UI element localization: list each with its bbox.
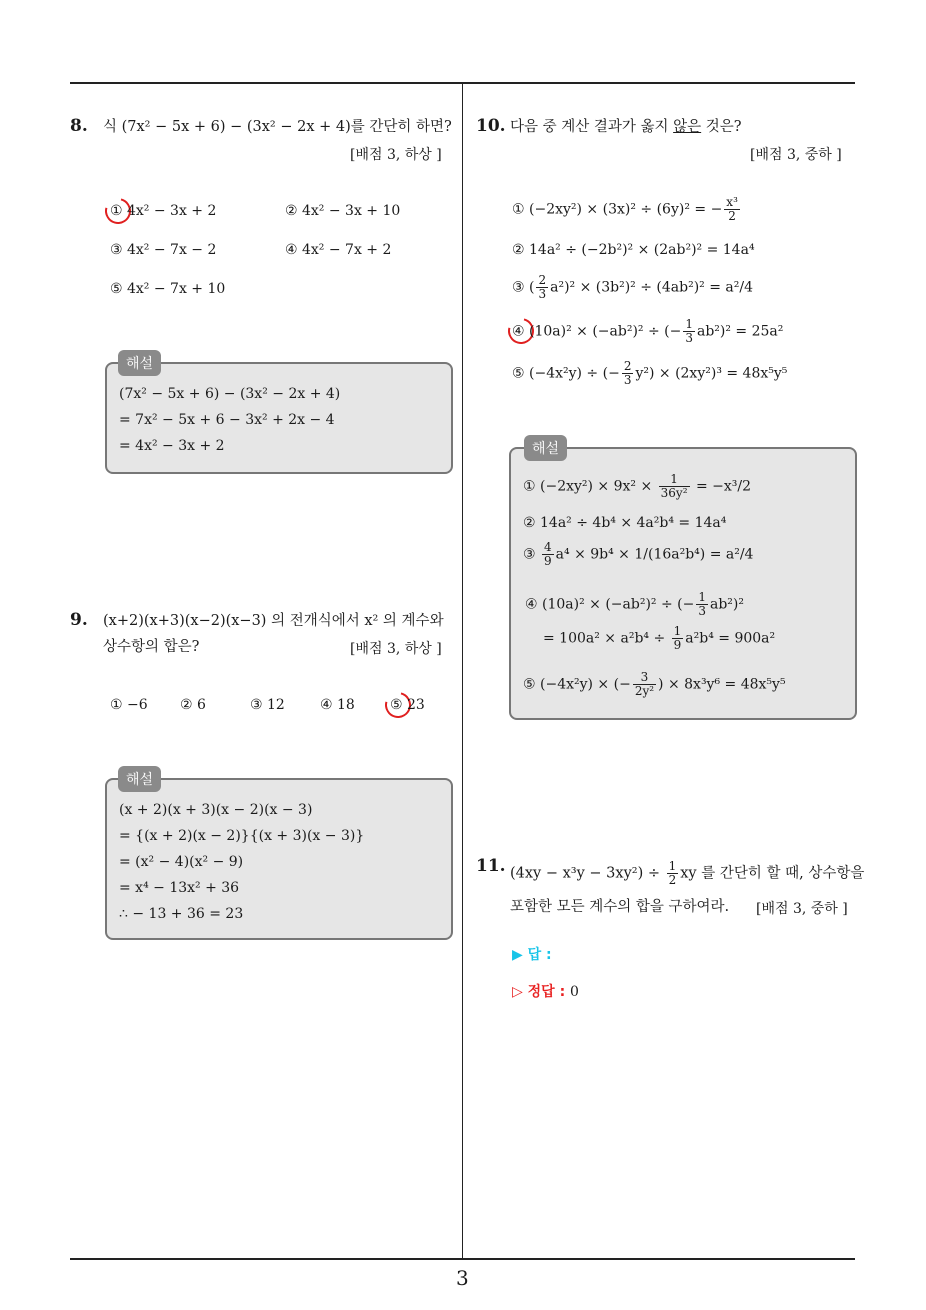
q8-number: 8.	[70, 116, 88, 136]
q10-sol-1-frac	[659, 473, 690, 500]
q10-sol-5-frac	[672, 625, 684, 652]
q10-solution-line-2	[523, 515, 726, 531]
q10-sol-4-pre: ④ (10a)² × (−ab²)² ÷ (−	[525, 596, 695, 613]
q9-choice-1[interactable]: ① −6	[110, 697, 148, 713]
q9-score: [배점 3, 하상 ]	[350, 641, 442, 657]
q10-choice-2-text: ② 14a² ÷ (−2b²)² × (2ab²)² = 14a⁴	[512, 242, 755, 258]
q10-sol-3-pre: ③	[523, 546, 541, 563]
q10-sol-4-num: 1	[698, 590, 706, 604]
q10-sol-3-den: 9	[544, 554, 552, 568]
q10-choice-4-num: 1	[685, 317, 693, 331]
q10-sol-6-pre: ⑤ (−4x²y) × (−	[523, 676, 631, 693]
q9-choice-4[interactable]: ④ 18	[320, 697, 355, 713]
q10-solution-line-1	[523, 473, 751, 500]
q10-choice-3-post: a²)² × (3b²)² ÷ (4ab²)² = a²/4	[550, 279, 753, 296]
q11-correct-value: 0	[569, 984, 579, 1000]
q10-solution-line-5	[543, 625, 775, 652]
q10-text	[510, 114, 742, 140]
q8-solution-box	[105, 362, 453, 474]
bottom-rule	[70, 1258, 855, 1260]
q10-choice-4-frac	[683, 318, 695, 345]
q10-choice-3[interactable]	[512, 274, 753, 301]
q10-sol-4-frac	[696, 591, 708, 618]
q10-choice-1[interactable]	[512, 196, 742, 223]
q9-text-line-1: (x+2)(x+3)(x−2)(x−3) 의 전개식에서 x² 의 계수와	[103, 613, 444, 629]
q9-solution-box	[105, 778, 453, 940]
q8-choice-1[interactable]: ① 4x² − 3x + 2	[110, 203, 217, 219]
q10-number: 10.	[476, 116, 506, 136]
q9-solution-line-1: (x + 2)(x + 3)(x − 2)(x − 3)	[119, 802, 313, 818]
q10-choice-5-frac	[622, 360, 634, 387]
q10-choice-5-den: 3	[623, 373, 632, 387]
q10-choice-2[interactable]	[512, 242, 755, 258]
q8-score: [배점 3, 하상 ]	[350, 147, 442, 163]
q10-text-b: 것은?	[701, 119, 742, 135]
q8-solution-line-1: (7x² − 5x + 6) − (3x² − 2x + 4)	[119, 386, 341, 402]
q10-choice-3-pre: ③ (	[512, 279, 535, 296]
q11-text-line-2: 포함한 모든 계수의 합을 구하여라.	[510, 899, 730, 915]
q10-choice-1-pre: ① (−2xy²) × (3x)² ÷ (6y)² = −	[512, 201, 723, 218]
q10-sol-3-num: 4	[544, 540, 552, 554]
q11-answer-label[interactable]: ▶ 답 :	[512, 947, 552, 963]
q11-text-num: 1	[668, 859, 677, 873]
q8-choice-3[interactable]: ③ 4x² − 7x − 2	[110, 242, 217, 258]
q10-choice-5-post: y²) × (2xy²)³ = 48x⁵y⁵	[635, 365, 788, 382]
q10-sol-5-den: 9	[673, 638, 682, 652]
q10-solution-box	[509, 447, 857, 720]
q8-text: 식 (7x² − 5x + 6) − (3x² − 2x + 4)를 간단히 하면?	[103, 119, 452, 135]
q10-sol-1-pre: ① (−2xy²) × 9x² ×	[523, 478, 657, 495]
q10-choice-4[interactable]	[512, 318, 783, 345]
q10-sol-6-frac	[633, 671, 656, 698]
q10-sol-4-post: ab²)²	[709, 596, 744, 613]
q10-solution-line-3	[523, 541, 753, 568]
q10-sol-6-den: 2y²	[634, 684, 655, 698]
q10-choice-1-frac	[724, 196, 740, 223]
q9-choice-5[interactable]: ⑤ 23	[390, 697, 425, 713]
q9-text-line-2: 상수항의 합은?	[103, 639, 200, 655]
q10-solution-line-4	[525, 591, 744, 618]
q8-choice-5[interactable]: ⑤ 4x² − 7x + 10	[110, 281, 226, 297]
q10-sol-6-num: 3	[633, 671, 656, 685]
q10-sol-2-text: ② 14a² ÷ 4b⁴ × 4a²b⁴ = 14a⁴	[523, 515, 727, 531]
q11-text-frac	[667, 860, 679, 887]
q8-choice-2[interactable]: ② 4x² − 3x + 10	[285, 203, 401, 219]
q10-choice-4-post: ab²)² = 25a²	[696, 323, 784, 340]
column-divider	[462, 82, 463, 1259]
q10-choice-1-num: x³	[726, 195, 738, 209]
q10-choice-5-num: 2	[623, 359, 632, 373]
q10-solution-tab: 해설	[524, 435, 567, 461]
q10-text-underlined: 않은	[673, 119, 702, 135]
q10-sol-4-den: 3	[698, 604, 706, 618]
q10-sol-3-frac	[542, 541, 554, 568]
q9-solution-line-4: = x⁴ − 13x² + 36	[119, 880, 240, 896]
q11-number: 11.	[476, 856, 506, 876]
q9-solution-tab: 해설	[118, 766, 161, 792]
q10-choice-4-pre: ④ (10a)² × (−ab²)² ÷ (−	[512, 323, 682, 340]
q10-sol-6-post: ) × 8x³y⁶ = 48x⁵y⁵	[658, 676, 786, 693]
q10-choice-3-den: 3	[538, 287, 547, 301]
q10-choice-1-den: 2	[728, 209, 736, 223]
q9-choice-2[interactable]: ② 6	[180, 697, 206, 713]
q9-solution-line-2: = {(x + 2)(x − 2)}{(x + 3)(x − 3)}	[119, 828, 365, 844]
q10-score: [배점 3, 중하 ]	[750, 147, 842, 163]
q10-sol-1-den: 36y²	[660, 486, 688, 500]
q11-text-den: 2	[668, 873, 677, 887]
q10-choice-4-den: 3	[685, 331, 693, 345]
q9-solution-line-3: = (x² − 4)(x² − 9)	[119, 854, 244, 870]
q10-sol-5-pre: = 100a² × a²b⁴ ÷	[543, 630, 670, 647]
q10-text-a: 다음 중 계산 결과가 옳지	[510, 119, 674, 135]
q10-sol-1-post: = −x³/2	[691, 478, 752, 495]
q8-solution-tab: 해설	[118, 350, 161, 376]
q11-correct-label: ▷ 정답 :	[512, 984, 566, 1000]
page-number: 3	[456, 1266, 469, 1290]
q11-correct-answer	[512, 981, 579, 1001]
q8-solution-line-3: = 4x² − 3x + 2	[119, 438, 225, 454]
q10-sol-5-num: 1	[673, 624, 682, 638]
q10-sol-5-post: a²b⁴ = 900a²	[685, 630, 776, 647]
q9-solution-line-5: ∴ − 13 + 36 = 23	[119, 906, 244, 922]
q10-sol-1-num: 1	[659, 473, 690, 487]
q8-choice-4[interactable]: ④ 4x² − 7x + 2	[285, 242, 392, 258]
q9-number: 9.	[70, 610, 88, 630]
q11-text-pre: (4xy − x³y − 3xy²) ÷	[510, 865, 665, 882]
q11-text-post: xy 를 간단히 할 때, 상수항을	[680, 865, 865, 882]
q8-solution-line-2: = 7x² − 5x + 6 − 3x² + 2x − 4	[119, 412, 335, 428]
q10-choice-5-pre: ⑤ (−4x²y) ÷ (−	[512, 365, 620, 382]
q10-choice-5[interactable]	[512, 360, 787, 387]
q10-choice-3-num: 2	[538, 273, 547, 287]
q10-solution-line-6	[523, 671, 786, 698]
q10-choice-3-frac	[536, 274, 548, 301]
q11-score: [배점 3, 중하 ]	[756, 901, 848, 917]
q9-choice-3[interactable]: ③ 12	[250, 697, 285, 713]
q10-sol-3-post: a⁴ × 9b⁴ × 1/(16a²b⁴) = a²/4	[555, 546, 754, 563]
q11-text-line-1	[510, 860, 864, 887]
